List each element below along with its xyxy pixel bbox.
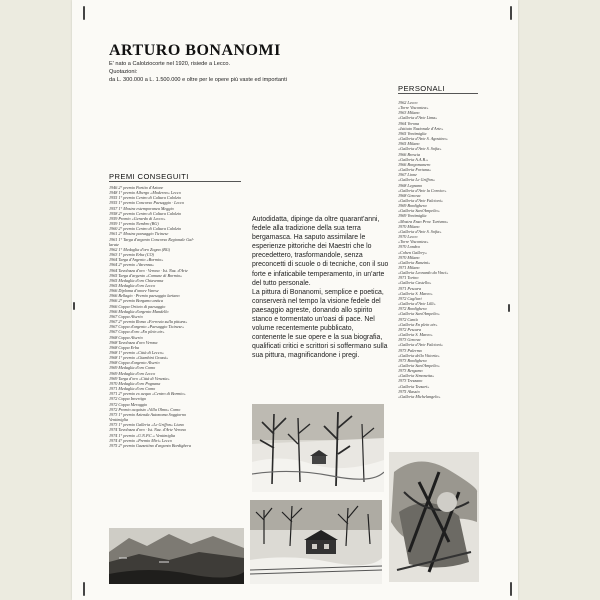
binder-ring-mark — [83, 6, 85, 20]
personali-list-item: 1962 Lecco — [398, 100, 418, 105]
premi-list-item: 1974 Tavolozza d'oro · Ist. Naz. d'Arte Verona — [109, 427, 186, 433]
personali-list-item: 1970 Lecco — [398, 234, 418, 240]
premi-list-item: 1973 1° premio Galleria «Le Griffon» Liuno — [109, 422, 184, 428]
premi-list-item: 1974 1° premio «U.N.P.C.» Ventimiglia — [109, 432, 176, 438]
premi-list-item: 1965 Medaglia d'oro Lecco — [109, 282, 156, 288]
bio-paragraph: La pittura di Bonanomi, semplice e poetica, conserverà nel tempo la visione fedele del paesaggio agreste, donando allo spirito stanco e tormentato un'oasi di pace. Nel volume recentemente pubblicato, contenente le sue opere e la sua biografia, qualificati critici e scrittori si soffermano sulla sua pittura, magnificandone i pregi. — [252, 288, 388, 360]
premi-list-item: 1969 Targa d'oro «Città di Venezia» — [109, 375, 170, 381]
premi-list-item: 1969 Medaglia d'oro Lecco — [109, 370, 156, 376]
personali-list-item: 1966 Borgomanero — [398, 161, 431, 167]
binder-ring-mark — [73, 302, 75, 310]
personali-list-item: «Mostra Enzo Prov. Turismo» — [398, 218, 449, 224]
personali-list-item: «Galleria Michelangelo» — [398, 393, 441, 399]
personali-list-item: 1971 Torino — [398, 275, 419, 281]
premi-list-item: 1968 Tavolozza d'oro Verona — [109, 339, 158, 345]
personali-list-item: 1973 Bordighera — [398, 357, 427, 363]
personali-list-item: «Galleria d'Arte Falcioni» — [398, 342, 443, 348]
personali-list-item: «Galleria d'Arte Lilli» — [398, 301, 436, 307]
intro-line: da L. 300.000 a L. 1.500.000 e oltre per le opere più vaste ed importanti — [109, 76, 287, 83]
personali-list-item: 1973 Trezzano — [398, 378, 423, 384]
personali-list-item: 1972 Cantù — [398, 316, 418, 322]
personali-list-item: «Galleria S. Marco» — [398, 290, 433, 296]
premi-list-item: 1971 Medaglia d'oro Como — [109, 386, 156, 392]
premi-list-item: 1961 1° Targa d'argento Concorso Regionale Gal- — [109, 236, 194, 242]
premi-list — [109, 185, 194, 448]
personali-list-item: 1966 Brescia — [398, 151, 421, 157]
personali-list-item: «Galleria Leonardo da Vinci» — [398, 270, 449, 276]
painting-winter-trees — [252, 404, 384, 492]
premi-heading: PREMI CONSEGUITI — [109, 172, 189, 181]
personali-list-item: «Galleria d'Arte Falcioni» — [398, 197, 443, 203]
personali-list-item: 1965 Ventimiglia — [398, 130, 427, 136]
personali-list-item: «Galleria S. Marco» — [398, 332, 433, 338]
premi-list-item: 1968 Coppa Erba — [109, 344, 140, 350]
premi-list-item: 1948 1° premio Albergo «Moderno» Lecco — [109, 190, 181, 196]
personali-list-item: «Galleria d'Arte la Cornice» — [398, 187, 447, 193]
personali-list-item: 1970 Milano — [398, 223, 420, 229]
premi-list-item: 1968 1° premio «Città di Lecco» — [109, 350, 164, 355]
personali-list-item: 1972 Bordighera — [398, 306, 427, 312]
personali-list-item: «Galleria d'Arte S. Sofia» — [398, 228, 442, 234]
personali-list-item: 1971 Pescara — [398, 285, 422, 291]
premi-list-item: 1955 1° premio Concorso Paesaggio · Lecco — [109, 200, 185, 206]
premi-list-item: 1972 Coppa Meraggio — [109, 401, 148, 407]
personali-list-item: 1969 Bordighera — [398, 203, 427, 209]
premi-list-item: 1972 Premio acquisto «Villa Olmo» Como — [109, 406, 181, 412]
personali-list-item: 1970 Londra — [398, 244, 420, 250]
premi-list-item: 1960 2° premio Centro di Cultura Calolzio — [109, 226, 182, 232]
premi-list-item: larate — [109, 241, 120, 247]
personali-list-item: 1973 Genova — [398, 337, 421, 343]
premi-list-item: 1967 Coppa d'argento «Paesaggio Ticinese» — [109, 324, 185, 330]
premi-list-item: 1967 2° premio Roma «Ferrovia sulla pittura» — [109, 319, 188, 325]
personali-list-item: «Galleria Ranzini» — [398, 259, 431, 265]
premi-rule — [109, 181, 241, 182]
premi-list-item: 1961 2° Mostra paesaggio Ticinese — [109, 231, 169, 237]
personali-list-item: «Galleria Sant'Ampelio» — [398, 311, 440, 317]
personali-list-item: «Galleria A.A.B.» — [398, 156, 429, 162]
biography — [252, 215, 389, 361]
personali-list-item: 1972 Pescara — [398, 326, 422, 332]
premi-list-item: 1964 Tavolozza d'oro · Verona · Ist. Naz. d'Arte — [109, 267, 188, 273]
premi-list-item: 1968 Coppa Alserio — [109, 334, 143, 340]
personali-list-item: 1964 Verona — [398, 120, 420, 126]
personali-heading: PERSONALI — [398, 84, 446, 93]
premi-list-item: 1969 Medaglia d'oro Como — [109, 365, 156, 371]
premi-list-item: 1966 Diploma d'onore Varese — [109, 288, 159, 294]
personali-rule — [398, 93, 478, 94]
personali-list-item: «Galleria Le Griffon» — [398, 177, 435, 183]
personali-list-item: 1968 Genova — [398, 192, 421, 198]
personali-list-item: 1963 Milano — [398, 110, 420, 116]
premi-list-item: 1970 Medaglia d'oro Pognana — [109, 380, 161, 386]
personali-list-item: «Galleria En plein air» — [398, 321, 438, 327]
premi-list-item: 1962 1° Medaglia d'oro Zogno (BG) — [109, 246, 171, 252]
premi-list-item: 1964 2° premio «Varenna» — [109, 262, 154, 268]
painting-mountain-landscape — [109, 528, 244, 584]
premi-list-item: 1965 Medaglia d'oro Chiavenna — [109, 277, 164, 283]
personali-list-item: 1969 Ventimiglia — [398, 213, 427, 219]
painting-snowy-village — [250, 500, 382, 584]
personali-list-item: «Torre Viscontea» — [398, 105, 429, 111]
premi-list-item: 1959 1° premio Nembro (BG) — [109, 221, 159, 227]
premi-list-item: 1974 4° premio «Premio Miri» Lecco — [109, 437, 172, 443]
personali-list-item: 1975 Alassio — [398, 388, 420, 394]
page-title: ARTURO BONANOMI — [109, 42, 281, 59]
personali-list-item: 1973 Palermo — [398, 347, 422, 353]
personali-list-item: «Galleria Fortuna» — [398, 167, 432, 173]
premi-list-item: 1964 Targa d'Argento «Bormio» — [109, 257, 164, 263]
personali-list-item: «Galleria Sant'Ampelio» — [398, 362, 440, 368]
premi-list-item: 1965 Targa d'argento «Comune di Bormio» — [109, 272, 183, 278]
personali-list-item: «Galleria Castello» — [398, 280, 432, 286]
personali-list-item: 1967 Lione — [398, 172, 417, 178]
personali-list-item: «Galleria d'Arte S. Sofia» — [398, 146, 442, 152]
binder-ring-mark — [510, 582, 512, 596]
premi-list-item: 1967 Coppa Alserio — [109, 313, 143, 319]
personali-list-item: 1972 Cagliari — [398, 295, 422, 301]
premi-list-item: Ventimiglia — [109, 417, 129, 423]
personali-list-item: 1968 Legnano — [398, 182, 423, 188]
personali-list-item: 1973 Bergamo — [398, 368, 423, 374]
premi-list-item: 1968 1° premio «Giambini Grassi» — [109, 355, 169, 361]
premi-list-item: 1975 2° premio Gazzettino d'argento Bordighera — [109, 442, 192, 448]
premi-list-item: 1973 1° premio Azienda Autonoma Soggiorno — [109, 411, 187, 417]
premi-list-item: 1959 Premio «Gerardo di Lecco» — [109, 215, 166, 221]
premi-list-item: 1955 1° premio Centro di Cultura Calolzio — [109, 195, 182, 201]
personali-list-item: «Galleria d'Arte Lima» — [398, 115, 438, 121]
personali-list-item: «Galleria Tezzari» — [398, 383, 430, 389]
premi-list-item: 1957 1° Mostra estemporanea Meggio — [109, 205, 174, 211]
personali-list — [398, 100, 448, 399]
intro-block — [109, 61, 409, 84]
personali-list-item: 1971 Milano — [398, 265, 420, 270]
premi-list-item: 1963 1° premio Erba (CO) — [109, 252, 155, 258]
personali-list-item: «Torre Viscontea» — [398, 239, 429, 245]
intro-line: Quotazioni: — [109, 68, 138, 75]
intro-line: E' nato a Calolziocorte nel 1920, risiede a Lecco. — [109, 61, 231, 67]
premi-list-item: 1971 2° premio ex aequo «Centro di Bormio» — [109, 391, 186, 397]
personali-list-item: «Istituto Nazionale d'Arte» — [398, 125, 444, 131]
personali-list-item: «Galleria della Vittoria» — [398, 352, 440, 358]
bio-paragraph: Autodidatta, dipinge da oltre quarant'anni, fedele alla tradizione della sua terra bergamasca. Ha saputo assimilare le esperienze pittoriche dei Maestri che lo precedettero, trasformandole, senza preconcetti di scuole o di tecniche, con il suo forte e infaticabile temperamento, in un'arte del tutto personale. — [252, 216, 389, 287]
personali-list-item: «Galleria Sant'Ampelio» — [398, 208, 440, 214]
premi-list-item: 1966 Coppa Oriteto di paesaggio — [109, 303, 166, 309]
premi-list-item: 1966 Bellagio · Premio paesaggio lariano — [109, 293, 180, 299]
premi-list-item: 1966 Medaglia d'argento Mandello — [109, 308, 169, 314]
personali-list-item: «Cohen Gallery» — [398, 249, 427, 255]
premi-list-item: 1967 Coppa d'oro «En plein air» — [109, 329, 165, 335]
painting-expressive — [389, 452, 479, 582]
personali-list-item: «Galleria Simonetta» — [398, 373, 435, 379]
binder-ring-mark — [510, 6, 512, 20]
premi-list-item: 1946 2° premio Partito d'Azione — [109, 185, 164, 190]
personali-list-item: 1970 Milano — [398, 254, 420, 260]
premi-list-item: 1972 Coppa Invertigo — [109, 396, 146, 402]
personali-list-item: «Galleria d'Arte S. Agostino» — [398, 136, 448, 142]
premi-list-item: 1968 Coppa d'argento Alserio — [109, 360, 160, 366]
binder-ring-mark — [83, 582, 85, 596]
binder-ring-mark — [508, 304, 510, 312]
personali-list-item: 1965 Milano — [398, 141, 420, 147]
premi-list-item: 1958 2° premio Centro di Cultura Calolzio — [109, 210, 182, 216]
premi-list-item: 1966 2° premio Borgamo antica — [109, 298, 163, 304]
